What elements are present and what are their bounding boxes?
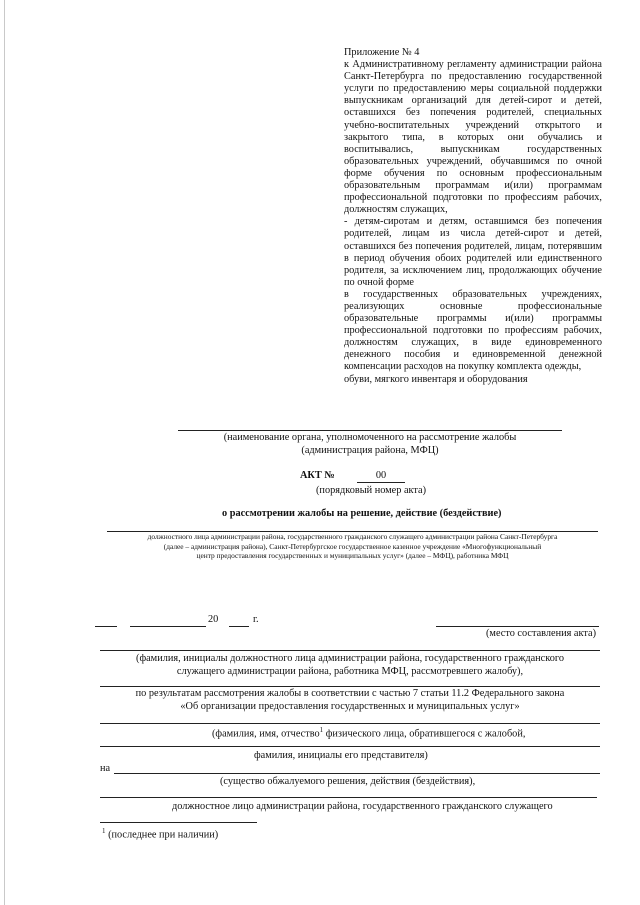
appendix-par-4: обуви, мягкого инвентаря и оборудования (344, 373, 528, 385)
appendix-par-1: к Административному регламенту администрации района Санкт-Петербурга по предоставлению государственной услуги по предоставлению меры социальной поддержки выпускникам организаций для детей-сирот и детей, оставшихся без попечения родителей, специальных учебно-воспитательных учреждений открытого и закрытого типа, в которых они обучались и воспитывались, выпускникам государственных образовательных учреждений, обучавшимся по очной форме обучения по основным профессиональным образовательным программам и(или) программам профессиональной подготовки по профессиям рабочих, должностям служащих, (344, 59, 602, 216)
subject-on-label: на (100, 763, 111, 774)
appendix-block (344, 47, 602, 386)
date-year-prefix: 20 (208, 614, 219, 625)
scan-edge (4, 0, 5, 905)
act-subject: о рассмотрении жалобы на решение, действие (бездействие) (222, 508, 502, 519)
authority-line (178, 430, 562, 431)
law-caption: по результатам рассмотрения жалобы в соответствии с частью 7 статьи 11.2 Федерального закона «Об организации предоставления государственных и муниципальных услуг» (135, 688, 565, 712)
authority-caption: (наименование органа, уполномоченного на рассмотрение жалобы (администрация района, МФЦ) (223, 432, 517, 456)
official-bottom-line (100, 797, 597, 798)
footnote-rule (100, 822, 257, 823)
official-bottom-caption: должностное лицо администрации района, государственного гражданского служащего (172, 801, 553, 812)
date-year-line (229, 626, 249, 627)
official-caption: должностного лица администрации района, государственного гражданского служащего администрации района Санкт-Петербурга (далее – администрация района), Санкт-Петербургское государственное казенное учреждение «Многофункциональный центр предоставления государственных и муниципальных услуг» (далее – МФЦ), работника МФЦ (147, 532, 558, 561)
subject-caption: (существо обжалуемого решения, действия (бездействия), (220, 776, 476, 787)
act-number-caption: (порядковый номер акта) (316, 485, 427, 496)
representative-caption: фамилия, инициалы его представителя) (254, 750, 428, 761)
complainant-caption: (фамилия, имя, отчество$^1$ физического лица, обратившегося с жалобой, (212, 726, 526, 740)
law-line (100, 686, 600, 687)
act-number: 00 (357, 470, 405, 483)
appendix-title: Приложение № 4 (344, 47, 420, 58)
footnote: $^1$ (последнее при наличии) (102, 827, 219, 841)
date-year-suffix: г. (253, 614, 259, 625)
act-label: АКТ № (300, 470, 335, 481)
reviewer-line (100, 650, 600, 651)
place-caption: (место составления акта) (486, 628, 596, 639)
complainant-line (100, 723, 600, 724)
date-month-line (130, 626, 206, 627)
appendix-par-2: - детям-сиротам и детям, оставшимся без попечения родителей, лицам из числа детей-сирот и детей, оставшихся без попечения родителей, лицам, потерявшим в период обучения обоих родителей или единственного родителя, за исключением лиц, продолжающих обучение по очной форме (344, 216, 602, 288)
subject-line (114, 773, 600, 774)
appendix-par-3: в государственных образовательных учреждениях, реализующих основные профессиональные образовательные программы и(или) программы профессиональной подготовки по профессиям рабочих, должностям служащих, в виде единовременного денежного пособия и единовременной денежной компенсации расходов на покупку комплекта одежды, (344, 288, 602, 373)
date-day-line (95, 626, 117, 627)
reviewer-caption: (фамилия, инициалы должностного лица администрации района, государственного гражданского служащего администрации района, работника МФЦ, рассмотревшего жалобу), (136, 653, 564, 677)
place-line (436, 626, 599, 627)
representative-line (100, 746, 600, 747)
